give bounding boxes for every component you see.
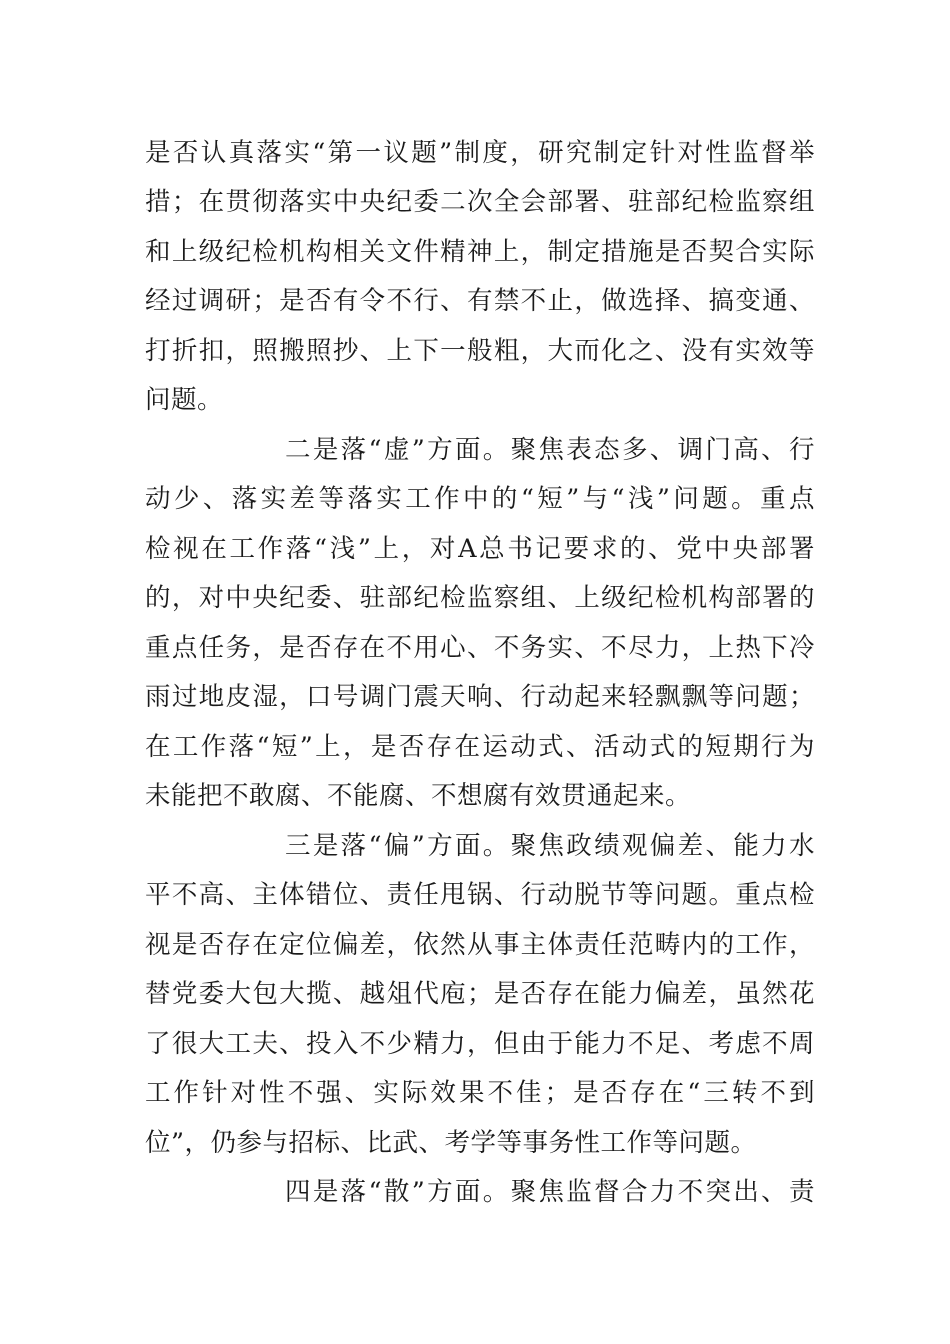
text-line-16: 平不高、主体错位、责任甩锅、行动脱节等问题。重点检 [145, 880, 815, 910]
text-line-3: 和上级纪检机构相关文件精神上，制定措施是否契合实际 [145, 237, 815, 267]
paragraph-3-start: 三是落“偏”方面。聚焦政绩观偏差、能力水 [285, 831, 815, 861]
text-line-14: 未能把不敢腐、不能腐、不想腐有效贯通起来。 [145, 781, 692, 811]
text-line-13: 在工作落“短”上，是否存在运动式、活动式的短期行为 [145, 732, 815, 762]
text-line-20: 工作针对性不强、实际效果不佳；是否存在“三转不到 [145, 1078, 815, 1108]
text-line-8: 动少、落实差等落实工作中的“短”与“浅”问题。重点 [145, 484, 815, 514]
text-line-17: 视是否存在定位偏差，依然从事主体责任范畴内的工作， [145, 930, 815, 960]
text-line-9: 检视在工作落“浅”上，对A总书记要求的、党中央部署 [145, 534, 815, 564]
paragraph-2-start: 二是落“虚”方面。聚焦表态多、调门高、行 [285, 435, 815, 465]
text-line-5: 打折扣，照搬照抄、上下一般粗，大而化之、没有实效等 [145, 336, 815, 366]
paragraph-4-start: 四是落“散”方面。聚焦监督合力不突出、责 [285, 1177, 815, 1207]
text-line-21: 位”，仍参与招标、比武、考学等事务性工作等问题。 [145, 1128, 757, 1158]
text-line-11: 重点任务，是否存在不用心、不务实、不尽力，上热下冷 [145, 633, 815, 663]
text-line-6: 问题。 [145, 385, 224, 415]
text-line-1: 是否认真落实“第一议题”制度，研究制定针对性监督举 [145, 138, 815, 168]
text-line-2: 措；在贯彻落实中央纪委二次全会部署、驻部纪检监察组 [145, 187, 815, 217]
text-line-18: 替党委大包大揽、越俎代庖；是否存在能力偏差，虽然花 [145, 979, 815, 1009]
text-line-10: 的，对中央纪委、驻部纪检监察组、上级纪检机构部署的 [145, 583, 815, 613]
text-line-4: 经过调研；是否有令不行、有禁不止，做选择、搞变通、 [145, 286, 815, 316]
text-line-12: 雨过地皮湿，口号调门震天响、行动起来轻飘飘等问题； [145, 682, 815, 712]
text-line-19: 了很大工夫、投入不少精力，但由于能力不足、考虑不周 [145, 1029, 815, 1059]
